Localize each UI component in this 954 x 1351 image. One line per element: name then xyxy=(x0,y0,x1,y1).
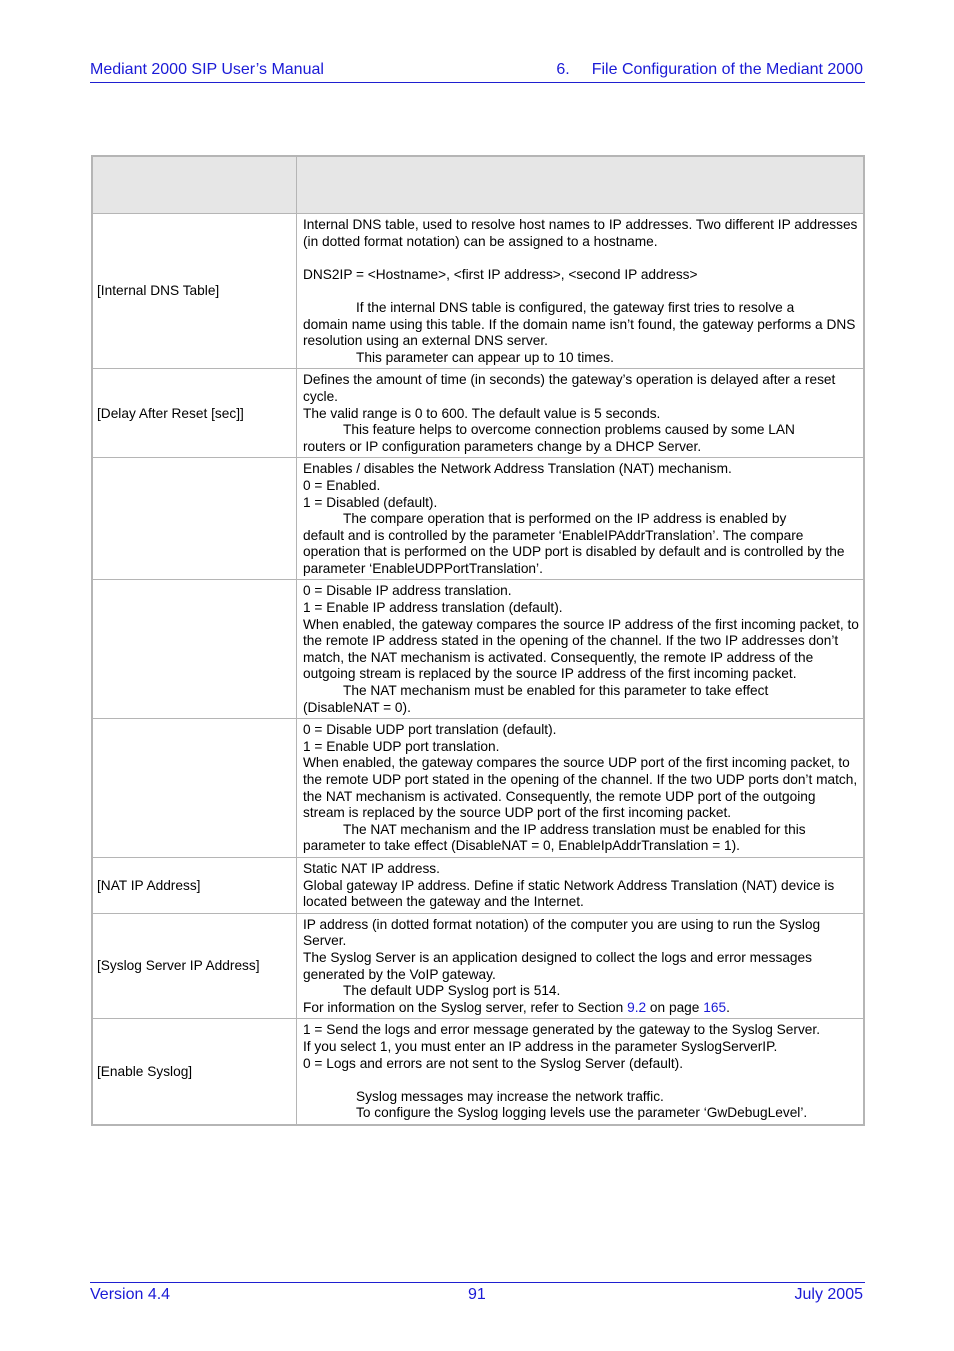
table-row xyxy=(92,913,864,1019)
table-row xyxy=(92,1019,864,1125)
note-line: If the internal DNS table is configured, the gateway first tries to resolve a xyxy=(356,299,795,315)
ref-text: . xyxy=(726,999,730,1015)
param-name xyxy=(92,580,297,719)
page-header xyxy=(90,60,865,83)
param-name: [NAT IP Address] xyxy=(92,857,297,913)
desc-line: routers or IP configuration parameters change by a DHCP Server. xyxy=(303,438,702,454)
version-label: Version 4.4 xyxy=(90,1286,171,1303)
chapter-name: File Configuration of the Mediant 2000 xyxy=(591,61,863,78)
desc-line: IP address (in dotted format notation) of the computer you are using to run the Syslog Server. xyxy=(303,916,821,949)
note-line: This parameter can appear up to 10 times. xyxy=(356,349,614,365)
note-line: This feature helps to overcome connection problems caused by some LAN xyxy=(343,422,795,438)
desc-line: 1 = Enable IP address translation (default). xyxy=(303,600,563,616)
note-line: The NAT mechanism must be enabled for this parameter to take effect xyxy=(343,683,769,699)
note-line: The compare operation that is performed on the IP address is enabled by xyxy=(343,511,787,527)
desc-line: 1 = Enable UDP port translation. xyxy=(303,738,500,754)
desc-line: The Syslog Server is an application designed to collect the logs and error messages generated by the VoIP gateway. xyxy=(303,949,812,982)
desc-line: 1 = Send the logs and error message generated by the gateway to the Syslog Server. xyxy=(303,1022,821,1038)
spacer xyxy=(303,1072,859,1089)
desc-line: Global gateway IP address. Define if static Network Address Translation (NAT) device is located between the gateway and the Internet. xyxy=(303,877,835,910)
desc-line: parameter to take effect (DisableNAT = 0, EnableIpAddrTranslation = 1). xyxy=(303,838,740,854)
param-description xyxy=(297,857,865,913)
manual-title: Mediant 2000 SIP User’s Manual xyxy=(90,61,324,78)
param-description xyxy=(297,458,865,580)
table-row xyxy=(92,580,864,719)
param-name: [Delay After Reset [sec]] xyxy=(92,369,297,458)
note-line: The NAT mechanism and the IP address translation must be enabled for this xyxy=(343,821,806,837)
note-line: Syslog messages may increase the network traffic. xyxy=(356,1088,664,1104)
ref-text: For information on the Syslog server, refer to Section xyxy=(303,999,628,1015)
param-description xyxy=(297,719,865,858)
spacer xyxy=(303,283,859,300)
note-line: The default UDP Syslog port is 514. xyxy=(343,983,561,999)
cross-reference-line xyxy=(303,1000,859,1017)
param-name xyxy=(92,719,297,858)
parameters-table xyxy=(91,155,865,1126)
table-row xyxy=(92,214,864,369)
spacer xyxy=(303,250,859,267)
desc-line: Internal DNS table, used to resolve host names to IP addresses. Two different IP addresses (in dotted format notation) can be assigned to a hostname. xyxy=(303,217,858,249)
page-footer xyxy=(90,1282,865,1307)
param-name: [Syslog Server IP Address] xyxy=(92,913,297,1019)
desc-line: 0 = Disable UDP port translation (default). xyxy=(303,722,557,738)
param-description xyxy=(297,369,865,458)
param-description xyxy=(297,1019,865,1125)
section-link[interactable]: 9.2 xyxy=(627,999,647,1015)
page-number: 91 xyxy=(468,1286,486,1303)
chapter-number: 6. xyxy=(556,61,570,78)
param-name: [Internal DNS Table] xyxy=(92,214,297,369)
desc-line: When enabled, the gateway compares the source UDP port of the first incoming packet, to the remote UDP port stated in the opening of the channel. If the two UDP ports don’t match, the NAT mechanism is activated. Consequently, the remote UDP port of the outgoing stream is replaced by the source UDP port of the first incoming packet. xyxy=(303,755,858,821)
note-line: To configure the Syslog logging levels use the parameter ‘GwDebugLevel’. xyxy=(356,1105,808,1121)
desc-line: 1 = Disabled (default). xyxy=(303,494,438,510)
desc-line: default and is controlled by the parameter ‘EnableIPAddrTranslation’. The compare operation that is performed on the UDP port is disabled by default and is controlled by the parameter ‘EnableUDPPortTranslation’. xyxy=(303,527,845,576)
page-link[interactable]: 165 xyxy=(703,999,727,1015)
desc-line: If you select 1, you must enter an IP address in the parameter SyslogServerIP. xyxy=(303,1038,778,1054)
param-description xyxy=(297,913,865,1019)
param-name xyxy=(92,458,297,580)
chapter-title xyxy=(556,61,863,79)
table-row xyxy=(92,369,864,458)
desc-line: domain name using this table. If the domain name isn’t found, the gateway performs a DNS resolution using an external DNS server. xyxy=(303,316,856,349)
publication-date: July 2005 xyxy=(794,1286,863,1303)
desc-line: Defines the amount of time (in seconds) the gateway’s operation is delayed after a reset cycle. xyxy=(303,372,836,404)
ref-text: on page xyxy=(646,999,704,1015)
table-row xyxy=(92,719,864,858)
desc-line: Enables / disables the Network Address Translation (NAT) mechanism. xyxy=(303,461,732,477)
desc-line: When enabled, the gateway compares the source IP address of the first incoming packet, to the remote IP address stated in the opening of the channel. If the two IP addresses don’t match, the NAT mechanism is activated. Consequently, the remote IP address of the outgoing stream is replaced by the source IP address of the first incoming packet. xyxy=(303,616,859,682)
header-cell-name xyxy=(92,156,297,214)
table-header-row xyxy=(92,156,864,214)
table-row xyxy=(92,857,864,913)
desc-line: 0 = Enabled. xyxy=(303,477,381,493)
desc-line: Static NAT IP address. xyxy=(303,860,440,876)
desc-line: 0 = Logs and errors are not sent to the Syslog Server (default). xyxy=(303,1055,684,1071)
param-name: [Enable Syslog] xyxy=(92,1019,297,1125)
desc-line: The valid range is 0 to 600. The default value is 5 seconds. xyxy=(303,405,661,421)
header-cell-description xyxy=(297,156,865,214)
desc-line: DNS2IP = <Hostname>, <first IP address>, <second IP address> xyxy=(303,266,698,282)
desc-line: 0 = Disable IP address translation. xyxy=(303,583,512,599)
param-description xyxy=(297,214,865,369)
param-description xyxy=(297,580,865,719)
desc-line: (DisableNAT = 0). xyxy=(303,699,411,715)
table-row xyxy=(92,458,864,580)
